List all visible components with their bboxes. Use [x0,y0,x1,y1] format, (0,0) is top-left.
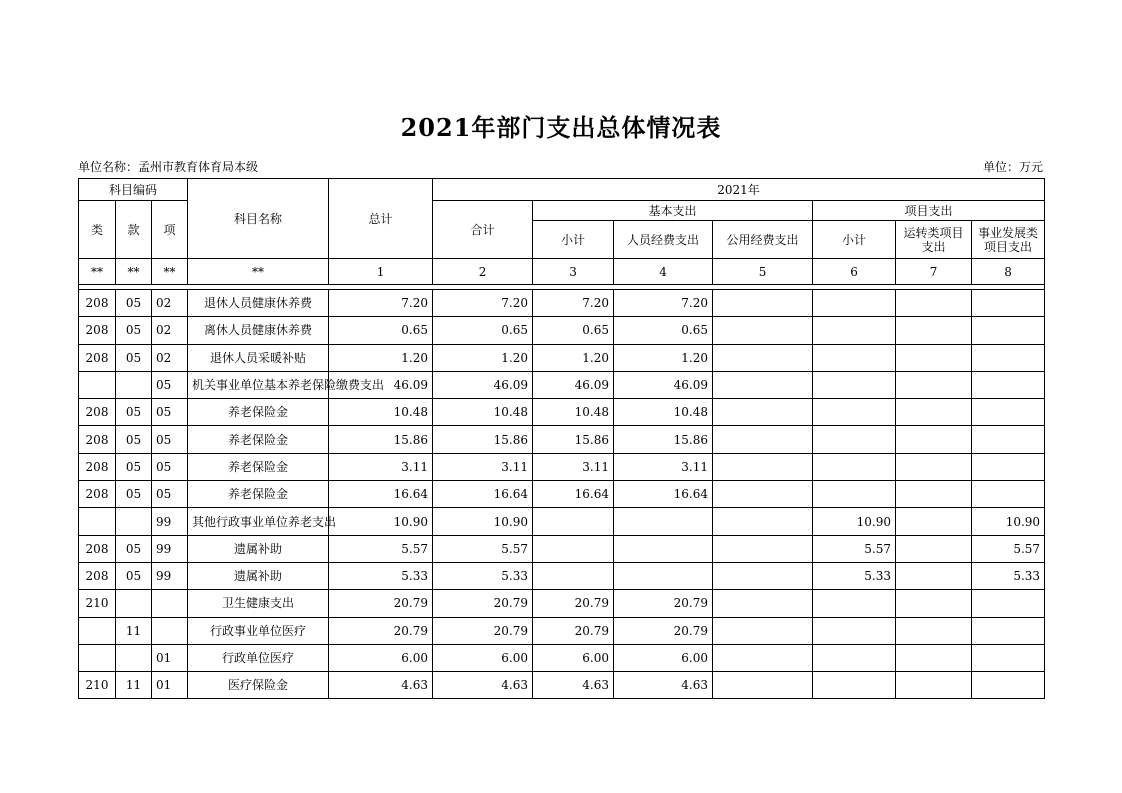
table-row [79,535,1045,562]
table-row [79,481,1045,508]
cell-kuan: 05 [116,399,152,426]
cell-personnel: 6.00 [614,644,713,671]
cell-development: 5.33 [972,562,1045,589]
project-subtotal-header: 小计 [813,221,896,259]
page-title: 2021年部门支出总体情况表 [400,113,722,142]
index-cell: 6 [813,259,896,285]
cell-operating [896,672,972,699]
cell-personnel [614,508,713,535]
cell-heji: 5.57 [433,535,533,562]
cell-kuan [116,590,152,617]
cell-heji: 5.33 [433,562,533,589]
cell-subject-name: 行政事业单位医疗 [188,617,329,644]
cell-public [713,399,813,426]
cell-operating [896,617,972,644]
cell-lei: 208 [79,290,116,317]
cell-project-subtotal [813,453,896,480]
cell-lei: 208 [79,317,116,344]
cell-development [972,317,1045,344]
cell-total: 5.33 [329,562,433,589]
cell-xiang: 05 [152,371,188,398]
cell-public [713,590,813,617]
cell-operating [896,535,972,562]
cell-public [713,562,813,589]
cell-subject-name: 卫生健康支出 [188,590,329,617]
cell-development [972,672,1045,699]
project-expenditure-header: 项目支出 [813,201,1045,221]
cell-operating [896,344,972,371]
cell-public [713,453,813,480]
cell-basic-subtotal: 0.65 [533,317,614,344]
cell-lei: 208 [79,344,116,371]
cell-kuan: 05 [116,317,152,344]
cell-public [713,344,813,371]
cell-xiang: 01 [152,644,188,671]
cell-project-subtotal [813,590,896,617]
cell-personnel: 20.79 [614,617,713,644]
cell-public [713,672,813,699]
cell-basic-subtotal: 3.11 [533,453,614,480]
cell-heji: 7.20 [433,290,533,317]
cell-basic-subtotal [533,562,614,589]
cell-basic-subtotal: 46.09 [533,371,614,398]
cell-personnel: 3.11 [614,453,713,480]
cell-personnel [614,535,713,562]
cell-project-subtotal [813,371,896,398]
cell-subject-name: 医疗保险金 [188,672,329,699]
personnel-header: 人员经费支出 [614,221,713,259]
cell-development [972,453,1045,480]
cell-xiang: 05 [152,481,188,508]
unit-label: 单位：万元 [982,160,1043,174]
index-cell: 1 [329,259,433,285]
cell-heji: 20.79 [433,617,533,644]
table-row [79,344,1045,371]
cell-personnel: 15.86 [614,426,713,453]
cell-lei: 208 [79,399,116,426]
operating-project-header: 运转类项目支出 [896,221,972,259]
cell-project-subtotal [813,644,896,671]
index-cell: 8 [972,259,1045,285]
cell-heji: 15.86 [433,426,533,453]
cell-xiang: 05 [152,399,188,426]
index-cell: 3 [533,259,614,285]
cell-subject-name: 离休人员健康休养费 [188,317,329,344]
cell-personnel: 4.63 [614,672,713,699]
cell-project-subtotal [813,426,896,453]
cell-kuan: 05 [116,535,152,562]
cell-total: 5.57 [329,535,433,562]
cell-lei: 208 [79,481,116,508]
cell-kuan [116,371,152,398]
cell-project-subtotal [813,344,896,371]
cell-total: 0.65 [329,317,433,344]
cell-total: 46.09 [329,371,433,398]
cell-operating [896,644,972,671]
table-row [79,617,1045,644]
cell-personnel: 1.20 [614,344,713,371]
cell-project-subtotal [813,481,896,508]
cell-operating [896,508,972,535]
table-row [79,371,1045,398]
index-cell: 5 [713,259,813,285]
cell-heji: 3.11 [433,453,533,480]
cell-xiang [152,617,188,644]
cell-project-subtotal [813,290,896,317]
cell-total: 4.63 [329,672,433,699]
cell-subject-name: 养老保险金 [188,426,329,453]
cell-kuan: 05 [116,481,152,508]
public-header: 公用经费支出 [713,221,813,259]
cell-subject-name: 其他行政事业单位养老支出 [188,508,329,535]
cell-public [713,481,813,508]
cell-xiang [152,590,188,617]
cell-development [972,426,1045,453]
cell-project-subtotal [813,617,896,644]
cell-heji: 46.09 [433,371,533,398]
cell-subject-name: 行政单位医疗 [188,644,329,671]
cell-total: 10.90 [329,508,433,535]
cell-xiang: 99 [152,535,188,562]
year-header: 2021年 [433,179,1045,201]
development-project-header: 事业发展类项目支出 [972,221,1045,259]
cell-kuan: 05 [116,426,152,453]
cell-kuan: 05 [116,344,152,371]
table-row [79,290,1045,317]
unit-name-label: 单位名称：孟州市教育体育局本级 [78,160,259,174]
cell-development: 5.57 [972,535,1045,562]
subject-code-header: 科目编码 [79,179,188,201]
cell-subject-name: 退休人员采暖补贴 [188,344,329,371]
cell-development [972,590,1045,617]
cell-kuan [116,644,152,671]
cell-development [972,644,1045,671]
cell-operating [896,590,972,617]
heji-header: 合计 [433,201,533,259]
cell-total: 1.20 [329,344,433,371]
cell-operating [896,290,972,317]
cell-public [713,426,813,453]
cell-public [713,371,813,398]
cell-xiang: 02 [152,344,188,371]
table-row [79,672,1045,699]
cell-project-subtotal: 10.90 [813,508,896,535]
cell-basic-subtotal: 6.00 [533,644,614,671]
index-cell: ** [79,259,116,285]
index-row [79,259,1045,285]
cell-total: 10.48 [329,399,433,426]
cell-project-subtotal [813,317,896,344]
cell-development: 10.90 [972,508,1045,535]
cell-subject-name: 机关事业单位基本养老保险缴费支出 [188,371,329,398]
cell-operating [896,562,972,589]
cell-xiang: 02 [152,290,188,317]
xiang-header: 项 [152,201,188,259]
table-row [79,453,1045,480]
cell-xiang: 99 [152,562,188,589]
cell-basic-subtotal: 20.79 [533,617,614,644]
cell-kuan: 05 [116,562,152,589]
index-cell: ** [188,259,329,285]
basic-expenditure-header: 基本支出 [533,201,813,221]
cell-personnel: 10.48 [614,399,713,426]
cell-basic-subtotal: 7.20 [533,290,614,317]
index-cell: 2 [433,259,533,285]
cell-operating [896,426,972,453]
cell-development [972,290,1045,317]
cell-total: 6.00 [329,644,433,671]
cell-project-subtotal: 5.33 [813,562,896,589]
cell-lei [79,508,116,535]
table-row [79,317,1045,344]
cell-kuan: 11 [116,672,152,699]
cell-lei: 208 [79,453,116,480]
index-cell: ** [116,259,152,285]
cell-public [713,508,813,535]
table-row [79,644,1045,671]
cell-development [972,371,1045,398]
cell-personnel: 16.64 [614,481,713,508]
lei-header: 类 [79,201,116,259]
cell-project-subtotal [813,399,896,426]
cell-total: 3.11 [329,453,433,480]
index-cell: 7 [896,259,972,285]
cell-xiang: 05 [152,453,188,480]
cell-total: 20.79 [329,590,433,617]
cell-project-subtotal: 5.57 [813,535,896,562]
cell-public [713,617,813,644]
cell-basic-subtotal: 4.63 [533,672,614,699]
cell-subject-name: 养老保险金 [188,399,329,426]
cell-project-subtotal [813,672,896,699]
kuan-header: 款 [116,201,152,259]
cell-total: 16.64 [329,481,433,508]
cell-lei: 210 [79,672,116,699]
index-cell: ** [152,259,188,285]
cell-xiang: 99 [152,508,188,535]
cell-kuan: 05 [116,290,152,317]
table-row [79,562,1045,589]
cell-xiang: 05 [152,426,188,453]
basic-subtotal-header: 小计 [533,221,614,259]
cell-lei: 208 [79,562,116,589]
cell-basic-subtotal: 15.86 [533,426,614,453]
table-row [79,426,1045,453]
cell-heji: 6.00 [433,644,533,671]
cell-development [972,344,1045,371]
cell-subject-name: 养老保险金 [188,453,329,480]
table-row [79,508,1045,535]
cell-heji: 16.64 [433,481,533,508]
total-header: 总计 [329,179,433,259]
cell-public [713,317,813,344]
cell-basic-subtotal [533,535,614,562]
cell-operating [896,453,972,480]
cell-operating [896,317,972,344]
cell-xiang: 02 [152,317,188,344]
cell-heji: 0.65 [433,317,533,344]
cell-heji: 10.48 [433,399,533,426]
cell-personnel: 7.20 [614,290,713,317]
cell-lei: 210 [79,590,116,617]
cell-heji: 1.20 [433,344,533,371]
cell-lei: 208 [79,426,116,453]
cell-operating [896,399,972,426]
cell-total: 15.86 [329,426,433,453]
cell-personnel: 0.65 [614,317,713,344]
cell-operating [896,481,972,508]
cell-kuan: 05 [116,453,152,480]
cell-subject-name: 养老保险金 [188,481,329,508]
cell-lei: 208 [79,535,116,562]
cell-basic-subtotal: 10.48 [533,399,614,426]
cell-subject-name: 退休人员健康休养费 [188,290,329,317]
cell-development [972,617,1045,644]
cell-lei [79,371,116,398]
cell-xiang: 01 [152,672,188,699]
cell-heji: 20.79 [433,590,533,617]
cell-development [972,481,1045,508]
cell-subject-name: 遗属补助 [188,562,329,589]
cell-basic-subtotal: 1.20 [533,344,614,371]
table-row [79,590,1045,617]
cell-lei [79,644,116,671]
subject-name-header: 科目名称 [188,179,329,259]
cell-basic-subtotal [533,508,614,535]
cell-personnel: 20.79 [614,590,713,617]
expenditure-table [78,178,1045,699]
cell-heji: 10.90 [433,508,533,535]
cell-personnel [614,562,713,589]
index-cell: 4 [614,259,713,285]
cell-basic-subtotal: 20.79 [533,590,614,617]
cell-heji: 4.63 [433,672,533,699]
cell-lei [79,617,116,644]
cell-kuan [116,508,152,535]
cell-subject-name: 遗属补助 [188,535,329,562]
cell-total: 20.79 [329,617,433,644]
cell-operating [896,371,972,398]
cell-basic-subtotal: 16.64 [533,481,614,508]
cell-development [972,399,1045,426]
cell-public [713,644,813,671]
cell-total: 7.20 [329,290,433,317]
cell-public [713,535,813,562]
table-row [79,399,1045,426]
cell-kuan: 11 [116,617,152,644]
cell-personnel: 46.09 [614,371,713,398]
cell-public [713,290,813,317]
